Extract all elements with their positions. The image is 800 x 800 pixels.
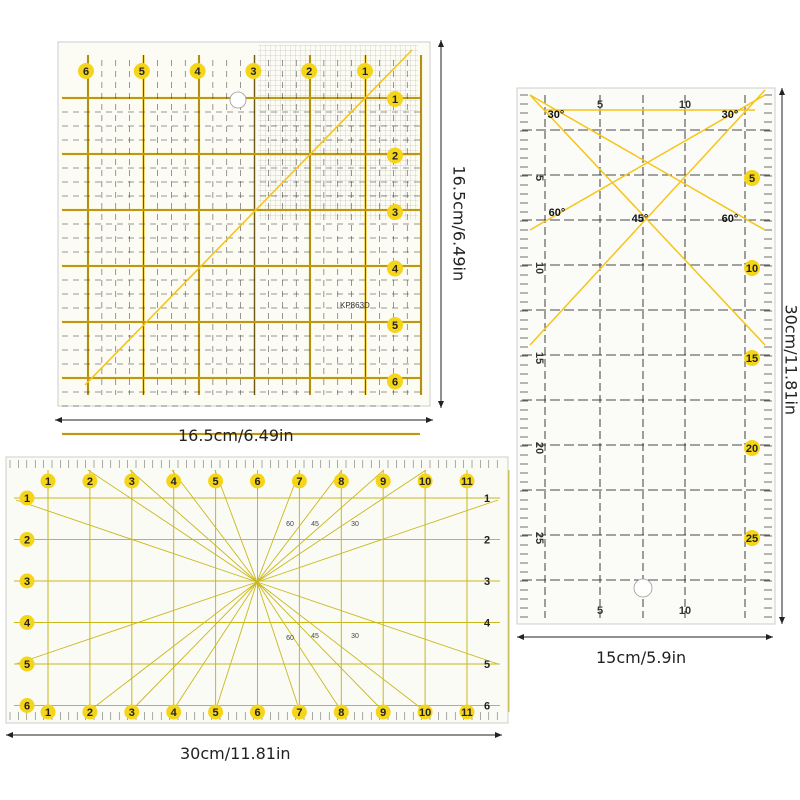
square-hanging-hole	[230, 92, 246, 108]
wide-bottom-number: 5	[212, 707, 219, 719]
square-height-label: 16.5cm/6.49in	[449, 165, 469, 282]
tall-top-number: 10	[678, 99, 692, 111]
tall-right-number: 10	[745, 263, 759, 275]
wide-top-number: 4	[170, 476, 177, 488]
wide-right-number: 4	[483, 617, 491, 630]
square-right-number: 2	[391, 150, 399, 163]
wide-top-number: 10	[418, 476, 432, 488]
tall-ruler	[517, 88, 775, 624]
tall-width-dimension	[517, 634, 773, 640]
wide-left-number: 6	[23, 700, 31, 713]
wide-bottom-number: 7	[296, 707, 303, 719]
wide-angle-label: 30	[351, 633, 359, 640]
wide-angle-label: 60	[286, 635, 294, 642]
wide-left-number: 1	[23, 493, 31, 505]
wide-top-number: 6	[254, 476, 261, 488]
square-top-number: 6	[82, 66, 90, 78]
square-top-number: 1	[361, 66, 369, 78]
wide-right-number: 2	[483, 534, 491, 547]
square-top-number: 2	[306, 66, 313, 78]
tall-right-number: 25	[745, 533, 759, 545]
square-width-label: 16.5cm/6.49in	[178, 426, 294, 445]
wide-left-number: 4	[23, 617, 31, 630]
tall-bottom-number: 5	[596, 605, 604, 617]
tall-hanging-hole	[634, 579, 652, 597]
wide-left-number: 5	[23, 659, 31, 671]
wide-bottom-number: 2	[86, 707, 93, 719]
tall-right-number: 20	[745, 443, 759, 455]
wide-width-dimension	[6, 732, 502, 738]
tall-width-label: 15cm/5.9in	[596, 648, 687, 667]
wide-top-number: 2	[86, 476, 93, 488]
square-model-label: KP863D	[340, 301, 370, 310]
wide-top-number: 9	[380, 476, 387, 488]
square-right-number: 5	[391, 320, 399, 332]
wide-right-number: 1	[483, 493, 491, 505]
tall-left-number: 10	[533, 261, 545, 275]
wide-top-number: 11	[461, 476, 473, 488]
wide-bottom-number: 6	[254, 707, 261, 719]
wide-top-number: 8	[338, 476, 345, 488]
tall-angle-label: 60°	[548, 207, 566, 219]
wide-bottom-number: 11	[461, 707, 473, 719]
wide-top-number: 7	[296, 476, 303, 488]
tall-angle-label: 30°	[547, 109, 565, 121]
wide-right-number: 6	[483, 700, 491, 713]
square-width-dimension	[55, 417, 433, 423]
tall-left-number: 20	[533, 441, 545, 455]
wide-top-number: 3	[128, 476, 135, 488]
square-top-number: 4	[194, 66, 201, 78]
square-top-number: 3	[250, 66, 257, 78]
wide-top-number: 1	[44, 476, 52, 488]
tall-top-number: 5	[596, 99, 604, 111]
square-right-number: 4	[391, 263, 399, 276]
tall-bottom-number: 10	[678, 605, 692, 617]
tall-angle-label: 60°	[721, 213, 739, 225]
square-right-number: 1	[391, 94, 399, 106]
wide-bottom-number: 4	[170, 707, 177, 719]
square-height-dimension	[438, 40, 444, 408]
wide-bottom-number: 10	[418, 707, 432, 719]
wide-bottom-number: 1	[44, 707, 52, 719]
tall-left-number: 15	[533, 351, 545, 365]
wide-bottom-number: 9	[380, 707, 387, 719]
wide-right-number: 3	[483, 576, 491, 588]
tall-left-number: 5	[533, 174, 545, 182]
wide-width-label: 30cm/11.81in	[180, 744, 291, 763]
wide-bottom-number: 8	[338, 707, 345, 719]
square-right-number: 3	[391, 207, 399, 219]
wide-ruler	[6, 457, 509, 723]
tall-right-number: 5	[748, 173, 756, 185]
tall-angle-label: 30°	[721, 109, 739, 121]
square-right-number: 6	[391, 376, 399, 389]
wide-left-number: 3	[23, 576, 31, 588]
wide-angle-label: 45	[311, 633, 319, 640]
wide-angle-label: 30	[351, 521, 359, 528]
tall-right-number: 15	[745, 353, 759, 365]
wide-top-number: 5	[212, 476, 219, 488]
wide-angle-label: 45	[311, 521, 319, 528]
tall-angle-label: 45°	[631, 213, 649, 225]
wide-right-number: 5	[483, 659, 491, 671]
square-ruler	[58, 42, 430, 434]
tall-height-label: 30cm/11.81in	[781, 304, 800, 416]
wide-angle-label: 60	[286, 521, 294, 528]
tall-left-number: 25	[533, 531, 545, 545]
square-top-number: 5	[138, 66, 145, 78]
wide-left-number: 2	[23, 534, 31, 547]
wide-bottom-number: 3	[128, 707, 135, 719]
